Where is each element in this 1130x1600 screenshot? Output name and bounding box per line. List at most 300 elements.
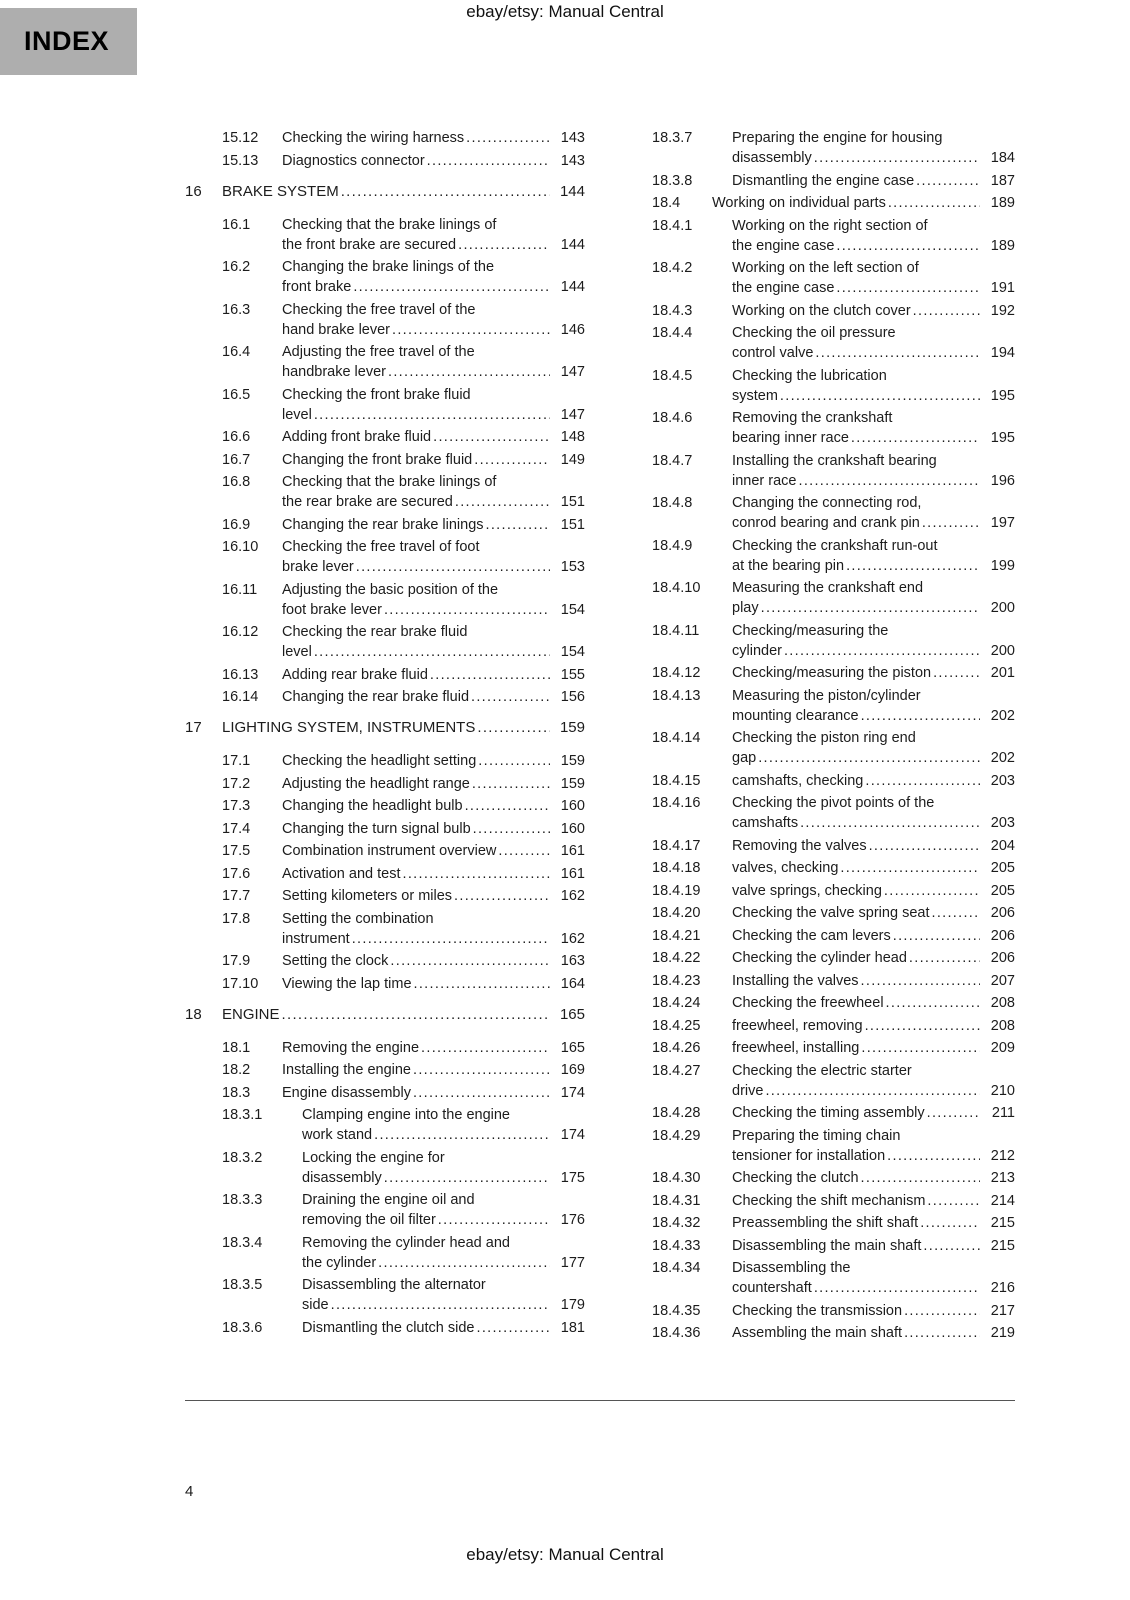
toc-entry[interactable] bbox=[615, 1191, 1015, 1211]
toc-entry-page: 189 bbox=[990, 195, 1015, 211]
toc-entry-page: 203 bbox=[990, 772, 1015, 789]
dot-leader bbox=[477, 718, 550, 738]
toc-entry-number: 16.4 bbox=[222, 344, 251, 360]
toc-entry-page: 159 bbox=[560, 753, 585, 769]
toc-entry[interactable] bbox=[615, 193, 1015, 213]
dot-leader bbox=[390, 951, 550, 971]
dot-leader bbox=[465, 796, 550, 816]
toc-entry-page: 153 bbox=[560, 559, 585, 575]
toc-entry[interactable] bbox=[615, 1061, 1015, 1101]
toc-entry-page: 148 bbox=[560, 429, 585, 445]
dot-leader bbox=[403, 864, 551, 884]
page-number: 4 bbox=[185, 1483, 194, 1500]
toc-entry-number: 17.4 bbox=[222, 820, 251, 837]
toc-entry-title: Checking/measuring the cylinder ..... bbox=[732, 621, 983, 661]
toc-entry[interactable] bbox=[615, 948, 1015, 968]
toc-entry[interactable] bbox=[615, 1126, 1015, 1166]
dot-leader bbox=[861, 971, 980, 991]
toc-entry-number: 18.2 bbox=[222, 1062, 251, 1078]
toc-entry-title: Changing the front brake fluid ..... bbox=[282, 450, 553, 470]
toc-entry-title: Checking that the brake linings of the front brake are secured ..... bbox=[282, 215, 553, 255]
toc-entry-title: Working on the right section of the engine case ..... bbox=[732, 216, 983, 256]
toc-entry-title: Removing the cylinder head and the cylinder ..... bbox=[302, 1233, 553, 1273]
toc-entry-number: 16.1 bbox=[222, 216, 251, 233]
toc-entry[interactable] bbox=[615, 128, 1015, 168]
toc-entry-number: 18.3.3 bbox=[222, 1192, 263, 1208]
toc-entry-title: Checking the cylinder head ..... bbox=[732, 948, 983, 968]
toc-entry-page: 200 bbox=[990, 642, 1015, 659]
toc-entry[interactable] bbox=[185, 665, 585, 685]
toc-entry-page: 161 bbox=[560, 843, 585, 859]
toc-entry-number: 17.10 bbox=[222, 975, 259, 992]
toc-entry[interactable] bbox=[185, 257, 585, 297]
toc-entry[interactable] bbox=[615, 536, 1015, 576]
toc-entry-title: freewheel, installing ..... bbox=[732, 1038, 983, 1058]
toc-entry-title: Changing the rear brake fluid ..... bbox=[282, 687, 553, 707]
toc-entry-title: Checking the free travel of the hand brake lever ..... bbox=[282, 300, 553, 340]
toc-entry-page: 205 bbox=[990, 882, 1015, 899]
toc-entry[interactable] bbox=[615, 993, 1015, 1013]
toc-entry[interactable] bbox=[185, 974, 585, 994]
toc-entry-page: 197 bbox=[990, 515, 1015, 531]
dot-leader bbox=[473, 819, 550, 839]
dot-leader bbox=[861, 1168, 980, 1188]
dot-leader bbox=[384, 600, 550, 620]
toc-entry-title: Working on the left section of the engine case ..... bbox=[732, 258, 983, 298]
toc-entry[interactable] bbox=[185, 1275, 585, 1315]
toc-entry[interactable] bbox=[615, 1213, 1015, 1233]
toc-entry-title: Checking the freewheel ..... bbox=[732, 993, 983, 1013]
toc-entry-title: ENGINE ..... bbox=[222, 1005, 553, 1025]
toc-entry-page: 165 bbox=[560, 1039, 585, 1056]
toc-entry-page: 215 bbox=[990, 1237, 1015, 1254]
toc-entry-title: Adjusting the basic position of the foot brake lever ..... bbox=[282, 580, 553, 620]
toc-entry-number: 18.3.1 bbox=[222, 1107, 263, 1123]
dot-leader bbox=[455, 492, 550, 512]
toc-entry[interactable] bbox=[615, 578, 1015, 618]
toc-entry-number: 18.4 bbox=[652, 195, 681, 211]
dot-leader bbox=[927, 1103, 980, 1123]
dot-leader bbox=[784, 641, 980, 661]
toc-entry[interactable] bbox=[615, 903, 1015, 923]
dot-leader bbox=[927, 1191, 980, 1211]
dot-leader bbox=[814, 1278, 980, 1298]
toc-entry-title: Adjusting the headlight range ..... bbox=[282, 774, 553, 794]
dot-leader bbox=[836, 278, 980, 298]
toc-entry-page: 159 bbox=[559, 719, 585, 736]
toc-entry-title: Checking the valve spring seat ..... bbox=[732, 903, 983, 923]
toc-entry-number: 17.3 bbox=[222, 798, 251, 814]
dot-leader bbox=[920, 1213, 980, 1233]
toc-entry-number: 16.13 bbox=[222, 666, 259, 683]
dot-leader bbox=[904, 1323, 980, 1343]
toc-entry-number: 17.7 bbox=[222, 888, 251, 904]
dot-leader bbox=[780, 386, 980, 406]
dot-leader bbox=[923, 1236, 980, 1256]
toc-entry[interactable] bbox=[185, 580, 585, 620]
toc-entry-page: 204 bbox=[990, 837, 1015, 854]
toc-entry-page: 155 bbox=[560, 666, 585, 683]
toc-entry-title: Draining the engine oil and removing the oil filter ..... bbox=[302, 1190, 553, 1230]
toc-entry[interactable] bbox=[615, 728, 1015, 768]
toc-entry-title: Checking the oil pressure control valve ..... bbox=[732, 323, 983, 363]
toc-entry[interactable] bbox=[185, 182, 585, 202]
toc-entry-title: Checking the front brake fluid level ..... bbox=[282, 385, 553, 425]
toc-entry-title: Working on the clutch cover ..... bbox=[732, 301, 983, 321]
dot-leader bbox=[865, 1016, 980, 1036]
toc-entry-page: 206 bbox=[990, 905, 1015, 921]
index-tab-label: INDEX bbox=[24, 26, 110, 56]
toc-entry-number: 18.4.8 bbox=[652, 495, 693, 511]
toc-entry-title: valve springs, checking ..... bbox=[732, 881, 983, 901]
toc-entry-number: 18.4.30 bbox=[652, 1170, 701, 1186]
toc-entry-page: 160 bbox=[560, 820, 585, 837]
toc-entry-page: 164 bbox=[560, 975, 585, 992]
toc-entry[interactable] bbox=[185, 886, 585, 906]
dot-leader bbox=[392, 320, 550, 340]
dot-leader bbox=[314, 642, 550, 662]
toc-entry[interactable] bbox=[615, 323, 1015, 363]
toc-entry-title: Clamping engine into the engine work stand ..... bbox=[302, 1105, 553, 1145]
toc-entry[interactable] bbox=[615, 926, 1015, 946]
dot-leader bbox=[887, 1146, 980, 1166]
toc-entry[interactable] bbox=[615, 301, 1015, 321]
toc-entry-title: Checking the rear brake fluid level ..... bbox=[282, 622, 553, 662]
toc-column-right bbox=[615, 128, 1015, 1346]
toc-entry-number: 18.4.35 bbox=[652, 1302, 701, 1319]
toc-entry-page: 212 bbox=[990, 1147, 1015, 1164]
toc-entry-number: 16.3 bbox=[222, 301, 251, 318]
toc-entry-number: 17.8 bbox=[222, 910, 251, 927]
dot-leader bbox=[836, 236, 980, 256]
toc-entry-title: freewheel, removing ..... bbox=[732, 1016, 983, 1036]
toc-entry-number: 18.4.3 bbox=[652, 302, 693, 319]
toc-entry-page: 144 bbox=[560, 236, 585, 253]
dot-leader bbox=[861, 1038, 980, 1058]
dot-leader bbox=[458, 235, 550, 255]
toc-entry-number: 18.4.31 bbox=[652, 1192, 701, 1209]
toc-entry-page: 154 bbox=[560, 601, 585, 618]
toc-entry[interactable] bbox=[185, 342, 585, 382]
toc-column-left bbox=[185, 128, 585, 1346]
toc-entry-page: 206 bbox=[990, 950, 1015, 966]
toc-entry[interactable] bbox=[185, 909, 585, 949]
toc-entry[interactable] bbox=[615, 171, 1015, 191]
dot-leader bbox=[438, 1210, 550, 1230]
toc-entry-number: 15.13 bbox=[222, 152, 259, 169]
toc-entry-number: 18.3.8 bbox=[652, 172, 693, 189]
toc-entry-number: 18.4.34 bbox=[652, 1260, 701, 1276]
toc-entry-title: Setting kilometers or miles ..... bbox=[282, 886, 553, 906]
toc-entry-title: Checking/measuring the piston ..... bbox=[732, 663, 983, 683]
toc-entry[interactable] bbox=[615, 1236, 1015, 1256]
toc-entry-title: Preassembling the shift shaft ..... bbox=[732, 1213, 983, 1233]
toc-entry[interactable] bbox=[615, 408, 1015, 448]
toc-entry[interactable] bbox=[615, 1016, 1015, 1036]
dot-leader bbox=[384, 1168, 550, 1188]
toc-entry[interactable] bbox=[615, 493, 1015, 533]
toc-entry-page: 146 bbox=[560, 321, 585, 338]
table-of-contents bbox=[185, 128, 1015, 1346]
toc-entry-page: 144 bbox=[559, 182, 585, 200]
toc-entry-title: Checking the clutch ..... bbox=[732, 1168, 983, 1188]
toc-entry-page: 184 bbox=[990, 150, 1015, 166]
toc-entry-number: 18.4.25 bbox=[652, 1017, 701, 1034]
toc-entry-title: Engine disassembly ..... bbox=[282, 1083, 553, 1103]
toc-entry-page: 205 bbox=[990, 860, 1015, 876]
dot-leader bbox=[798, 471, 980, 491]
toc-entry[interactable] bbox=[185, 796, 585, 816]
toc-entry[interactable] bbox=[615, 686, 1015, 726]
toc-entry[interactable] bbox=[185, 1148, 585, 1188]
toc-entry-title: Removing the valves ..... bbox=[732, 836, 983, 856]
toc-entry[interactable] bbox=[185, 215, 585, 255]
dot-leader bbox=[474, 450, 550, 470]
dot-leader bbox=[888, 193, 980, 213]
toc-entry-title: Checking the wiring harness ..... bbox=[282, 128, 553, 148]
toc-entry-page: 163 bbox=[560, 953, 585, 969]
toc-entry[interactable] bbox=[185, 385, 585, 425]
toc-entry[interactable] bbox=[185, 300, 585, 340]
toc-entry-title: Checking the piston ring end gap ..... bbox=[732, 728, 983, 768]
toc-entry[interactable] bbox=[615, 858, 1015, 878]
toc-entry-number: 18.4.20 bbox=[652, 905, 701, 921]
toc-entry-number: 18.3.4 bbox=[222, 1234, 263, 1251]
toc-entry[interactable] bbox=[185, 1190, 585, 1230]
toc-entry[interactable] bbox=[185, 751, 585, 771]
toc-entry-number: 18.4.19 bbox=[652, 882, 701, 899]
dot-leader bbox=[478, 751, 550, 771]
dot-leader bbox=[904, 1301, 980, 1321]
toc-entry-page: 194 bbox=[990, 345, 1015, 361]
toc-entry-page: 165 bbox=[559, 1005, 585, 1023]
dot-leader bbox=[454, 886, 550, 906]
dot-leader bbox=[472, 774, 550, 794]
toc-entry-title: Dismantling the clutch side ..... bbox=[302, 1318, 553, 1338]
toc-entry-page: 162 bbox=[560, 930, 585, 947]
toc-entry-number: 18.4.2 bbox=[652, 260, 693, 276]
toc-entry[interactable] bbox=[185, 450, 585, 470]
toc-entry-page: 151 bbox=[560, 516, 585, 533]
toc-entry-page: 195 bbox=[990, 430, 1015, 446]
dot-leader bbox=[388, 362, 550, 382]
toc-entry-title: Diagnostics connector ..... bbox=[282, 151, 553, 171]
toc-entry-title: Combination instrument overview ..... bbox=[282, 841, 553, 861]
toc-entry-title: Disassembling the countershaft ..... bbox=[732, 1258, 983, 1298]
toc-entry[interactable] bbox=[615, 621, 1015, 661]
toc-entry[interactable] bbox=[615, 1103, 1015, 1123]
toc-entry-page: 159 bbox=[560, 775, 585, 792]
toc-entry-title: Preparing the timing chain tensioner for installation ..... bbox=[732, 1126, 983, 1166]
toc-entry-number: 18.4.9 bbox=[652, 537, 693, 554]
toc-entry-title: Measuring the crankshaft end play ..... bbox=[732, 578, 983, 618]
toc-entry-title: Removing the engine ..... bbox=[282, 1038, 553, 1058]
toc-entry[interactable] bbox=[185, 537, 585, 577]
toc-entry-title: Changing the brake linings of the front brake ..... bbox=[282, 257, 553, 297]
toc-entry-page: 209 bbox=[990, 1040, 1015, 1056]
page-header-title: ebay/etsy: Manual Central bbox=[466, 2, 664, 21]
toc-entry-number: 18.4.15 bbox=[652, 772, 701, 789]
toc-entry-title: Installing the valves ..... bbox=[732, 971, 983, 991]
toc-entry-page: 208 bbox=[990, 995, 1015, 1011]
dot-leader bbox=[865, 771, 980, 791]
toc-entry[interactable] bbox=[615, 1038, 1015, 1058]
dot-leader bbox=[356, 557, 550, 577]
toc-entry-title: Checking the shift mechanism ..... bbox=[732, 1191, 983, 1211]
toc-entry[interactable] bbox=[185, 841, 585, 861]
toc-entry-page: 207 bbox=[990, 972, 1015, 989]
toc-entry-page: 189 bbox=[990, 237, 1015, 254]
toc-entry[interactable] bbox=[185, 1005, 585, 1025]
toc-entry-number: 18.3.2 bbox=[222, 1149, 263, 1166]
toc-entry[interactable] bbox=[185, 128, 585, 148]
toc-entry-page: 162 bbox=[560, 888, 585, 904]
toc-entry[interactable] bbox=[185, 718, 585, 738]
toc-entry[interactable] bbox=[185, 472, 585, 512]
dot-leader bbox=[413, 1060, 550, 1080]
dot-leader bbox=[486, 515, 550, 535]
toc-entry-page: 192 bbox=[990, 302, 1015, 319]
toc-entry[interactable] bbox=[615, 771, 1015, 791]
toc-entry[interactable] bbox=[185, 1233, 585, 1273]
toc-entry-number: 18.4.4 bbox=[652, 325, 693, 341]
dot-leader bbox=[758, 748, 980, 768]
toc-entry-page: 156 bbox=[560, 689, 585, 705]
dot-leader bbox=[933, 663, 980, 683]
toc-entry-number: 16.9 bbox=[222, 516, 251, 533]
toc-entry-number: 16.11 bbox=[222, 581, 258, 598]
toc-entry-page: 201 bbox=[990, 665, 1015, 681]
toc-entry-number: 18.4.7 bbox=[652, 452, 693, 469]
toc-entry-number: 18.4.16 bbox=[652, 795, 701, 811]
dot-leader bbox=[282, 1005, 550, 1025]
toc-entry-page: 161 bbox=[560, 865, 585, 882]
toc-entry-page: 154 bbox=[560, 644, 585, 660]
toc-entry[interactable] bbox=[615, 1258, 1015, 1298]
toc-entry-number: 17.5 bbox=[222, 843, 251, 859]
toc-entry-page: 214 bbox=[990, 1192, 1015, 1209]
dot-leader bbox=[913, 301, 980, 321]
toc-entry-number: 16.8 bbox=[222, 474, 251, 490]
toc-entry-page: 175 bbox=[560, 1169, 585, 1186]
toc-entry[interactable] bbox=[185, 1083, 585, 1103]
toc-entry-page: 200 bbox=[990, 600, 1015, 616]
toc-entry[interactable] bbox=[615, 836, 1015, 856]
toc-entry[interactable] bbox=[615, 451, 1015, 491]
toc-entry-page: 202 bbox=[990, 707, 1015, 724]
toc-entry[interactable] bbox=[615, 258, 1015, 298]
toc-entry[interactable] bbox=[615, 971, 1015, 991]
toc-entry[interactable] bbox=[185, 1318, 585, 1338]
toc-entry[interactable] bbox=[185, 1105, 585, 1145]
toc-entry-number: 18.4.18 bbox=[652, 860, 701, 876]
toc-entry-title: Changing the turn signal bulb ..... bbox=[282, 819, 553, 839]
page-footer-title: ebay/etsy: Manual Central bbox=[466, 1545, 664, 1564]
toc-entry-number: 18.4.32 bbox=[652, 1215, 701, 1231]
toc-entry-number: 16 bbox=[185, 182, 202, 200]
toc-entry[interactable] bbox=[185, 687, 585, 707]
toc-entry-number: 18.4.6 bbox=[652, 410, 693, 426]
dot-leader bbox=[374, 1125, 550, 1145]
toc-entry[interactable] bbox=[185, 151, 585, 171]
toc-entry-number: 18.4.29 bbox=[652, 1127, 701, 1144]
dot-leader bbox=[884, 881, 980, 901]
dot-leader bbox=[761, 598, 980, 618]
toc-entry[interactable] bbox=[615, 216, 1015, 256]
toc-entry-number: 15.12 bbox=[222, 130, 259, 146]
toc-entry-number: 18.4.27 bbox=[652, 1062, 701, 1079]
toc-entry-page: 179 bbox=[560, 1297, 585, 1313]
toc-entry-page: 210 bbox=[990, 1082, 1015, 1099]
toc-entry[interactable] bbox=[615, 881, 1015, 901]
toc-entry-number: 18.4.12 bbox=[652, 665, 701, 681]
toc-entry[interactable] bbox=[615, 793, 1015, 833]
dot-leader bbox=[433, 427, 550, 447]
toc-entry[interactable] bbox=[185, 819, 585, 839]
toc-entry-title: Checking the headlight setting ..... bbox=[282, 751, 553, 771]
toc-entry-page: 211 bbox=[991, 1105, 1015, 1121]
toc-entry-number: 18.4.17 bbox=[652, 837, 701, 854]
toc-entry-page: 196 bbox=[990, 472, 1015, 489]
toc-entry[interactable] bbox=[185, 1060, 585, 1080]
toc-entry[interactable] bbox=[615, 1323, 1015, 1343]
toc-entry[interactable] bbox=[185, 864, 585, 884]
toc-entry[interactable] bbox=[185, 427, 585, 447]
toc-entry-number: 18.4.14 bbox=[652, 730, 701, 746]
toc-entry-title: Adding rear brake fluid ..... bbox=[282, 665, 553, 685]
toc-entry-title: Working on individual parts ..... bbox=[712, 193, 983, 213]
toc-entry-title: LIGHTING SYSTEM, INSTRUMENTS ..... bbox=[222, 718, 553, 738]
toc-entry-number: 17.9 bbox=[222, 953, 251, 969]
toc-entry-page: 151 bbox=[560, 494, 585, 510]
toc-entry-title: Disassembling the alternator side ..... bbox=[302, 1275, 553, 1315]
dot-leader bbox=[800, 813, 980, 833]
dot-leader bbox=[421, 1038, 550, 1058]
toc-entry[interactable] bbox=[185, 622, 585, 662]
dot-leader bbox=[869, 836, 980, 856]
toc-entry-title: Locking the engine for disassembly ..... bbox=[302, 1148, 553, 1188]
toc-entry-title: Installing the crankshaft bearing inner race ..... bbox=[732, 451, 983, 491]
dot-leader bbox=[466, 128, 550, 148]
dot-leader bbox=[331, 1295, 550, 1315]
toc-entry-title: Checking the crankshaft run-out at the bearing pin ..... bbox=[732, 536, 983, 576]
toc-entry[interactable] bbox=[185, 951, 585, 971]
toc-entry-page: 187 bbox=[990, 172, 1015, 189]
dot-leader bbox=[886, 993, 980, 1013]
toc-entry-number: 16.12 bbox=[222, 624, 259, 640]
toc-entry-number: 17 bbox=[185, 719, 202, 736]
toc-entry-number: 16.14 bbox=[222, 689, 259, 705]
toc-entry-title: Checking the transmission ..... bbox=[732, 1301, 983, 1321]
dot-leader bbox=[815, 343, 980, 363]
toc-entry-page: 191 bbox=[990, 280, 1015, 296]
toc-entry-number: 18.4.36 bbox=[652, 1325, 701, 1341]
toc-entry[interactable] bbox=[185, 1038, 585, 1058]
dot-leader bbox=[840, 858, 980, 878]
toc-entry[interactable] bbox=[615, 663, 1015, 683]
toc-entry[interactable] bbox=[615, 1301, 1015, 1321]
toc-entry[interactable] bbox=[615, 366, 1015, 406]
toc-entry-number: 16.5 bbox=[222, 386, 251, 403]
toc-entry[interactable] bbox=[185, 774, 585, 794]
dot-leader bbox=[427, 151, 550, 171]
dot-leader bbox=[931, 903, 980, 923]
toc-entry[interactable] bbox=[615, 1168, 1015, 1188]
toc-entry[interactable] bbox=[185, 515, 585, 535]
toc-entry-number: 18.4.13 bbox=[652, 687, 701, 704]
toc-entry-title: Disassembling the main shaft ..... bbox=[732, 1236, 983, 1256]
toc-entry-page: 203 bbox=[990, 815, 1015, 831]
